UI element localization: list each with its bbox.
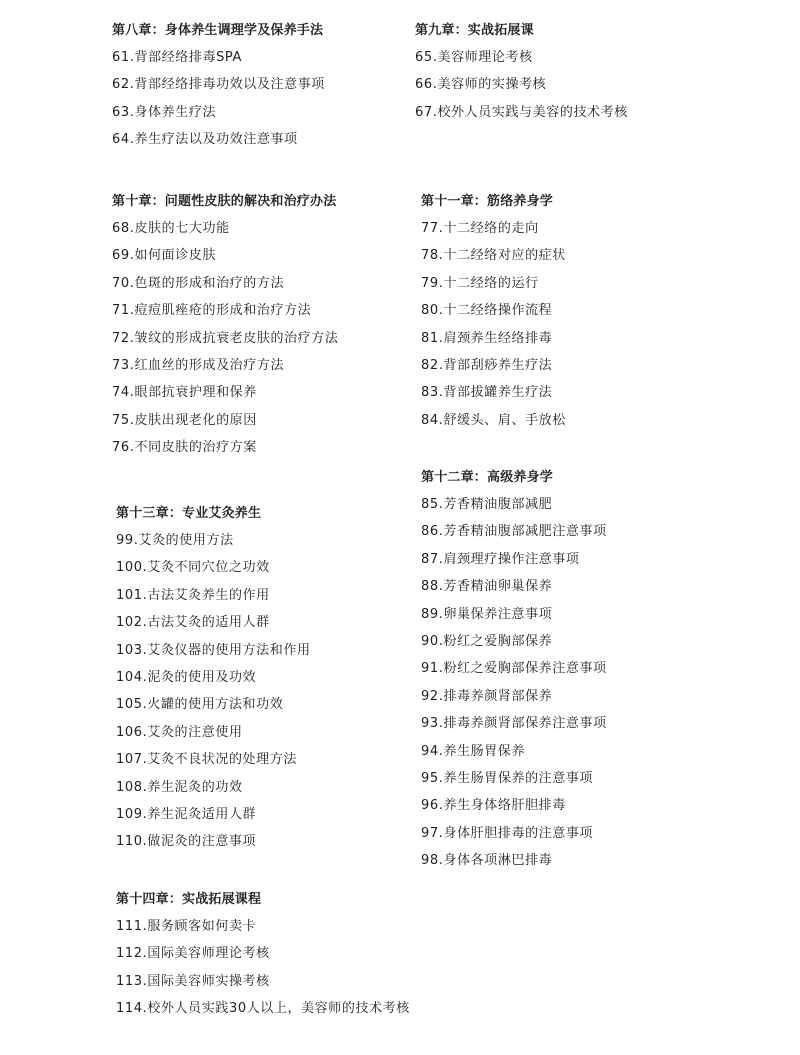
list-item: 101.古法艾灸养生的作用 xyxy=(116,587,270,603)
list-item: 108.养生泥灸的功效 xyxy=(116,779,243,795)
list-item: 74.眼部抗衰护理和保养 xyxy=(112,385,257,401)
list-item: 111.服务顾客如何卖卡 xyxy=(116,919,257,934)
list-item: 107.艾灸不良状况的处理方法 xyxy=(116,752,297,768)
list-item: 73.红血丝的形成及治疗方法 xyxy=(112,357,285,373)
list-item: 93.排毒养颜肾部保养注意事项 xyxy=(421,716,607,732)
chapter-section-14 xyxy=(116,886,410,1023)
list-item: 87.肩颈理疗操作注意事项 xyxy=(421,551,580,567)
list-item: 91.粉红之爱胸部保养注意事项 xyxy=(421,661,607,677)
list-item: 68.皮肤的七大功能 xyxy=(112,221,230,236)
chapter-section-9 xyxy=(415,17,628,126)
list-item: 106.艾灸的注意使用 xyxy=(116,724,243,740)
list-item: 105.火罐的使用方法和功效 xyxy=(116,697,284,713)
chapter-section-8 xyxy=(112,17,325,154)
list-item: 109.养生泥灸适用人群 xyxy=(116,806,257,822)
list-item: 90.粉红之爱胸部保养 xyxy=(421,633,553,649)
list-item: 77.十二经络的走向 xyxy=(421,221,539,236)
list-item: 114.校外人员实践30人以上，美容师的技术考核 xyxy=(116,1001,410,1017)
list-item: 75.皮肤出现老化的原因 xyxy=(112,412,257,428)
list-item: 85.芳香精油腹部减肥 xyxy=(421,497,553,512)
list-item: 63.身体养生疗法 xyxy=(112,104,217,120)
list-item: 79.十二经络的运行 xyxy=(421,275,539,291)
list-item: 112.国际美容师理论考核 xyxy=(116,946,270,962)
chapter-heading: 第十一章：筋络养身学 xyxy=(421,194,554,209)
list-item: 80.十二经络操作流程 xyxy=(421,303,553,319)
list-item: 69.如何面诊皮肤 xyxy=(112,248,217,264)
list-item: 66.美容师的实操考核 xyxy=(415,77,547,93)
list-item: 88.芳香精油卵巢保养 xyxy=(421,579,553,595)
chapter-section-12 xyxy=(421,464,607,874)
list-item: 92.排毒养颜肾部保养 xyxy=(421,688,553,704)
list-item: 65.美容师理论考核 xyxy=(415,50,533,65)
chapter-section-11 xyxy=(421,188,566,434)
chapter-heading: 第十章：问题性皮肤的解决和治疗办法 xyxy=(112,194,337,209)
chapter-heading: 第十四章：实战拓展课程 xyxy=(116,892,262,907)
list-item: 104.泥灸的使用及功效 xyxy=(116,669,257,685)
list-item: 96.养生身体络肝胆排毒 xyxy=(421,798,566,814)
list-item: 89.卵巢保养注意事项 xyxy=(421,606,553,622)
list-item: 103.艾灸仪器的使用方法和作用 xyxy=(116,642,311,658)
chapter-heading: 第九章：实战拓展课 xyxy=(415,23,534,38)
chapter-section-13 xyxy=(116,500,311,856)
list-item: 64.养生疗法以及功效注意事项 xyxy=(112,132,298,148)
list-item: 94.养生肠胃保养 xyxy=(421,743,526,759)
list-item: 70.色斑的形成和治疗的方法 xyxy=(112,275,285,291)
list-item: 76.不同皮肤的治疗方案 xyxy=(112,440,257,456)
chapter-section-10 xyxy=(112,188,338,462)
list-item: 99.艾灸的使用方法 xyxy=(116,533,234,548)
list-item: 71.痘痘肌痤疮的形成和治疗方法 xyxy=(112,303,312,319)
list-item: 78.十二经络对应的症状 xyxy=(421,248,566,264)
chapter-heading: 第十三章：专业艾灸养生 xyxy=(116,506,262,521)
chapter-heading: 第八章：身体养生调理学及保养手法 xyxy=(112,23,324,38)
list-item: 82.背部刮痧养生疗法 xyxy=(421,357,553,373)
list-item: 67.校外人员实践与美容的技术考核 xyxy=(415,104,628,120)
list-item: 86.芳香精油腹部减肥注意事项 xyxy=(421,524,607,540)
list-item: 62.背部经络排毒功效以及注意事项 xyxy=(112,77,325,93)
list-item: 81.肩颈养生经络排毒 xyxy=(421,330,553,346)
list-item: 102.古法艾灸的适用人群 xyxy=(116,615,270,631)
list-item: 84.舒缓头、肩、手放松 xyxy=(421,412,566,428)
list-item: 110.做泥灸的注意事项 xyxy=(116,834,257,850)
list-item: 98.身体各项淋巴排毒 xyxy=(421,853,553,869)
chapter-heading: 第十二章：高级养身学 xyxy=(421,470,554,485)
list-item: 72.皱纹的形成抗衰老皮肤的治疗方法 xyxy=(112,330,339,346)
list-item: 95.养生肠胃保养的注意事项 xyxy=(421,770,594,786)
list-item: 113.国际美容师实操考核 xyxy=(116,973,270,989)
list-item: 61.背部经络排毒SPA xyxy=(112,50,243,65)
list-item: 100.艾灸不同穴位之功效 xyxy=(116,560,270,576)
list-item: 83.背部拔罐养生疗法 xyxy=(421,385,553,401)
list-item: 97.身体肝胆排毒的注意事项 xyxy=(421,825,594,841)
